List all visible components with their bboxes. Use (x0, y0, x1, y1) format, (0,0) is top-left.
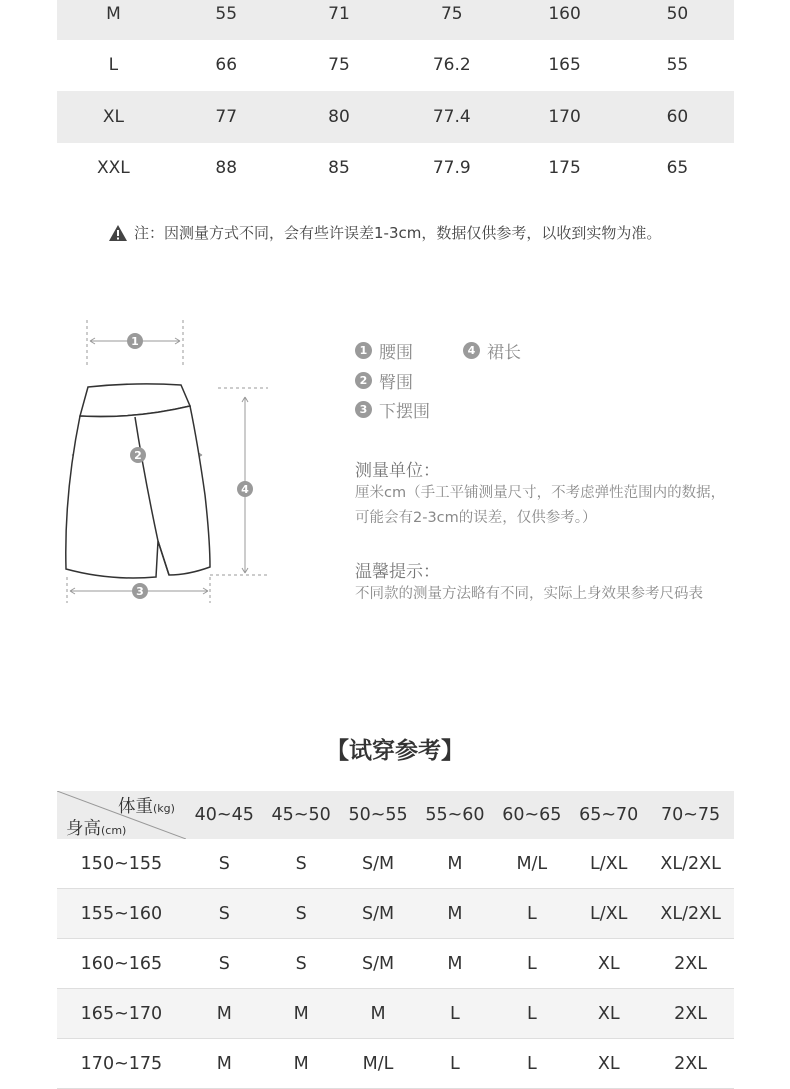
fit-size: M/L (516, 853, 548, 874)
fit-size: S (295, 853, 307, 874)
fit-size: L (450, 1053, 460, 1074)
fit-size: L/XL (590, 853, 628, 874)
height-range: 170~175 (80, 1053, 163, 1074)
fit-size: M (447, 953, 463, 974)
fit-size: L (526, 1053, 537, 1074)
fit-size: M (370, 1003, 386, 1024)
size-cell: XXL (97, 158, 130, 179)
unit-text-line: 可能会有2-3cm的误差，仅供参考。） (355, 510, 597, 526)
note-text: 注：因测量方式不同，会有些许误差1-3cm，数据仅供参考，以收到实物为准。 (134, 224, 662, 242)
size-cell: 75 (328, 55, 350, 76)
unit-title: 测量单位： (355, 461, 440, 481)
fit-size: XL/2XL (660, 853, 721, 874)
legend-item (355, 368, 413, 393)
fit-size: XL (597, 1003, 620, 1024)
size-cell: 76.2 (432, 55, 471, 76)
size-cell: 55 (666, 55, 689, 76)
fit-size: S/M (361, 903, 395, 924)
size-cell: 88 (215, 158, 238, 179)
legend-number: 3 (355, 401, 372, 418)
fit-corner-cell (57, 791, 186, 839)
fit-size: L (526, 1003, 537, 1024)
fit-size: XL (597, 1053, 620, 1074)
height-label: 身高 (66, 819, 101, 839)
size-cell: 160 (548, 3, 581, 24)
fit-row (57, 889, 734, 939)
height-range: 160~165 (80, 953, 163, 974)
measurement-note (108, 222, 661, 243)
fit-size: M (293, 1003, 309, 1024)
legend-item (355, 338, 413, 363)
fit-size: S/M (361, 853, 395, 874)
fit-size: 2XL (674, 953, 708, 974)
fit-size: L (526, 953, 537, 974)
fit-size: S (218, 853, 230, 874)
fit-size: S (295, 903, 307, 924)
size-cell: 77.9 (432, 158, 471, 179)
fit-size: S (295, 953, 307, 974)
height-unit: (cm) (101, 824, 127, 837)
fit-size: M (216, 1003, 232, 1024)
fit-row (57, 989, 734, 1039)
size-cell: L (108, 55, 119, 76)
size-cell: M (106, 3, 121, 24)
size-cell: 80 (328, 106, 350, 127)
fit-size: XL/2XL (660, 903, 721, 924)
legend-item (355, 397, 430, 422)
fit-row (57, 1039, 734, 1089)
marker-4: 4 (241, 483, 249, 496)
fit-size: M (216, 1053, 232, 1074)
weight-header: 50~55 (348, 805, 408, 825)
fit-size: S (218, 903, 230, 924)
size-table (57, 0, 734, 194)
legend-item (463, 338, 521, 363)
fit-size: M (293, 1053, 309, 1074)
weight-header: 55~60 (425, 805, 485, 825)
unit-text-line: 厘米cm（手工平铺测量尺寸，不考虑弹性范围内的数据， (355, 485, 726, 501)
weight-unit: (kg) (153, 802, 175, 815)
fit-row (57, 939, 734, 989)
legend-number: 1 (355, 342, 372, 359)
fit-size: L (450, 1003, 460, 1024)
size-cell: 65 (666, 158, 689, 179)
legend-label: 裙长 (487, 343, 521, 363)
size-cell: 85 (328, 158, 350, 179)
height-range: 155~160 (80, 903, 163, 924)
fit-size: M/L (362, 1053, 394, 1074)
tip-title: 温馨提示： (355, 562, 440, 582)
fit-row (57, 839, 734, 889)
height-range: 165~170 (80, 1003, 163, 1024)
size-cell: 50 (666, 3, 689, 24)
weight-header: 60~65 (502, 805, 562, 825)
weight-header: 65~70 (579, 805, 639, 825)
fit-size: L/XL (590, 903, 628, 924)
fit-title: 【试穿参考】 (326, 738, 464, 764)
fit-size: 2XL (674, 1053, 708, 1074)
size-cell: 175 (548, 158, 581, 179)
legend-number: 2 (355, 372, 372, 389)
legend-label: 下摆围 (379, 402, 430, 422)
warning-icon (108, 224, 128, 242)
fit-header-row (57, 791, 734, 839)
weight-header: 70~75 (660, 805, 721, 825)
fit-size: 2XL (674, 1003, 708, 1024)
marker-1: 1 (131, 335, 139, 348)
size-row (57, 91, 734, 143)
legend-label: 腰围 (379, 343, 413, 363)
fit-size: S/M (361, 953, 395, 974)
legend-number: 4 (463, 342, 480, 359)
legend-label: 臀围 (379, 373, 413, 393)
weight-header: 40~45 (194, 805, 254, 825)
fit-size: M (447, 853, 463, 874)
fit-table (57, 791, 734, 1089)
size-cell: 66 (215, 55, 238, 76)
fit-size: M (447, 903, 463, 924)
tip-text: 不同款的测量方法略有不同，实际上身效果参考尺码表 (355, 586, 703, 602)
size-cell: 165 (548, 55, 581, 76)
size-cell: 77 (215, 106, 238, 127)
fit-size: L (526, 903, 537, 924)
fit-size: XL (597, 953, 620, 974)
fit-size: S (218, 953, 230, 974)
size-cell: 71 (328, 3, 350, 24)
size-cell: 77.4 (432, 106, 471, 127)
weight-label: 体重 (118, 797, 153, 817)
size-cell: 55 (215, 3, 238, 24)
size-cell: 60 (666, 106, 689, 127)
size-cell: 75 (440, 3, 463, 24)
weight-header: 45~50 (271, 805, 331, 825)
skirt-diagram (60, 315, 280, 610)
size-row (57, 0, 734, 40)
marker-3: 3 (136, 585, 144, 598)
size-row (57, 40, 734, 92)
size-row (57, 143, 734, 195)
size-cell: XL (102, 106, 124, 127)
height-range: 150~155 (80, 853, 163, 874)
marker-2: 2 (134, 449, 142, 462)
size-cell: 170 (548, 106, 581, 127)
